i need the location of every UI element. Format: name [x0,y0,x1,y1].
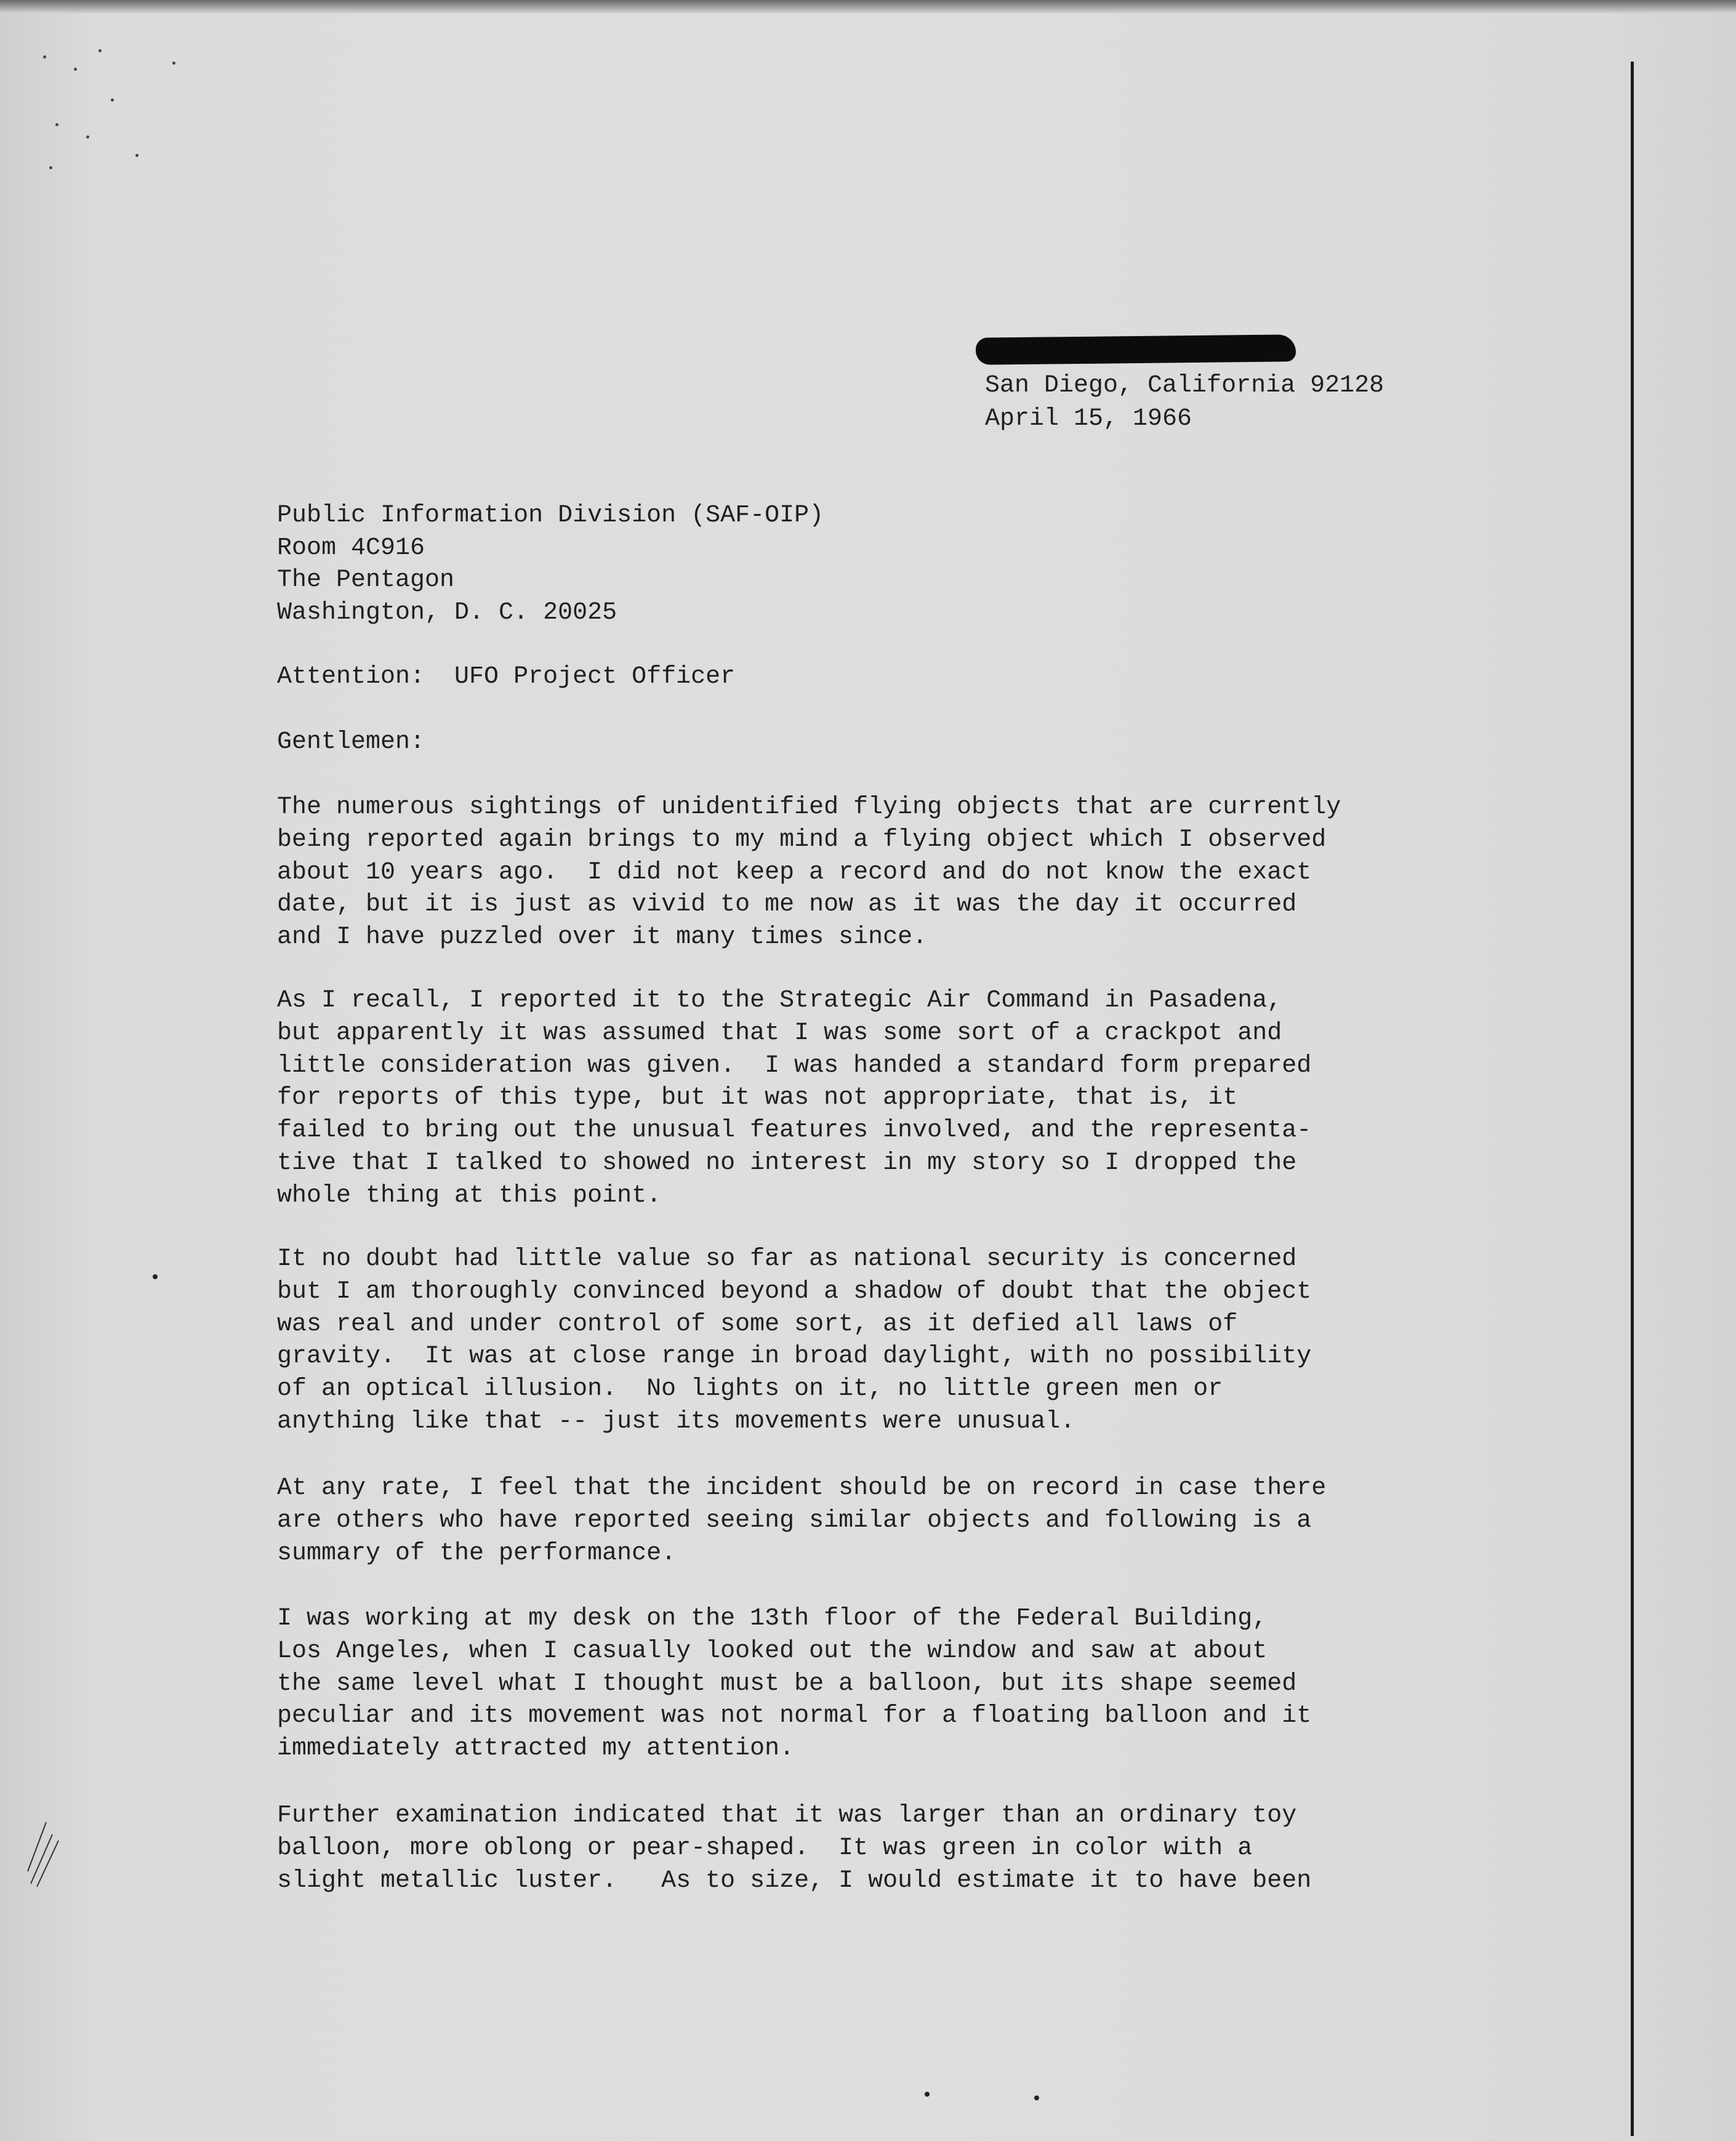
paragraph-line: tive that I talked to showed no interest in my story so I dropped the [277,1149,1297,1177]
recipient-line: The Pentagon [277,566,455,594]
paragraph-line: It no doubt had little value so far as national security is concerned [277,1245,1297,1273]
scan-scratch-marks [25,1798,62,1890]
paragraph-line: slight metallic luster. As to size, I would estimate it to have been [277,1866,1312,1895]
paragraph-line: but I am thoroughly convinced beyond a shadow of doubt that the object [277,1277,1312,1306]
recipient-line: Washington, D. C. 20025 [277,598,617,627]
paragraph-line: but apparently it was assumed that I was some sort of a crackpot and [277,1019,1282,1047]
attention-line: Attention: UFO Project Officer [277,663,736,691]
recipient-line: Public Information Division (SAF-OIP) [277,502,824,529]
redacted-sender-name [976,334,1296,364]
paragraph-1 [277,792,1341,954]
paragraph-line: the same level what I thought must be a balloon, but its shape seemed [277,1669,1297,1698]
sender-address-city: San Diego, California 92128 [985,372,1384,400]
scan-speck [925,2092,930,2097]
paragraph-3 [277,1243,1311,1439]
paragraph-4 [277,1472,1326,1570]
paragraph-line: failed to bring out the unusual features involved, and the representa- [277,1117,1312,1145]
salutation: Gentlemen: [277,728,425,756]
paragraph-line: of an optical illusion. No lights on it, no little green men or [277,1375,1223,1404]
paragraph-line: The numerous sightings of unidentified flying objects that are currently [277,793,1341,821]
paragraph-2 [277,985,1311,1213]
paragraph-line: and I have puzzled over it many times since. [277,923,928,952]
recipient-address [277,500,824,629]
page-right-edge-line [1631,62,1634,2136]
paragraph-line: immediately attracted my attention. [277,1735,795,1763]
paragraph-line: Los Angeles, when I casually looked out the window and saw at about [277,1637,1268,1665]
paragraph-line: being reported again brings to my mind a flying object which I observed [277,825,1327,854]
letter-date: April 15, 1966 [985,405,1192,433]
paragraph-line: peculiar and its movement was not normal for a floating balloon and it [277,1702,1312,1730]
paragraph-line: little consideration was given. I was handed a standard form prepared [277,1051,1312,1080]
paragraph-line: for reports of this type, but it was not appropriate, that is, it [277,1084,1238,1112]
scan-speckles [37,43,185,203]
page-top-edge [0,0,1736,14]
paragraph-line: about 10 years ago. I did not keep a record and do not know the exact [277,858,1312,886]
paragraph-line: As I recall, I reported it to the Strategic Air Command in Pasadena, [277,987,1282,1014]
paragraph-line: are others who have reported seeing similar objects and following is a [277,1506,1312,1535]
paragraph-line: anything like that -- just its movements were unusual. [277,1407,1075,1436]
paragraph-line: summary of the performance. [277,1539,677,1567]
paragraph-line: date, but it is just as vivid to me now as it was the day it occurred [277,891,1297,919]
paragraph-line: I was working at my desk on the 13th floor of the Federal Building, [277,1605,1268,1633]
paragraph-line: whole thing at this point. [277,1181,662,1210]
paragraph-line: gravity. It was at close range in broad daylight, with no possibility [277,1343,1312,1371]
paragraph-line: was real and under control of some sort, as it defied all laws of [277,1310,1238,1338]
paragraph-line: At any rate, I feel that the incident should be on record in case there [277,1474,1327,1502]
sender-address [985,369,1384,436]
scan-speck [1034,2095,1039,2100]
paragraph-6 [277,1800,1311,1897]
paragraph-5 [277,1603,1311,1765]
recipient-line: Room 4C916 [277,534,425,562]
paragraph-line: Further examination indicated that it was larger than an ordinary toy [277,1802,1297,1830]
paragraph-line: balloon, more oblong or pear-shaped. It was green in color with a [277,1834,1253,1862]
scan-speck [153,1274,158,1279]
